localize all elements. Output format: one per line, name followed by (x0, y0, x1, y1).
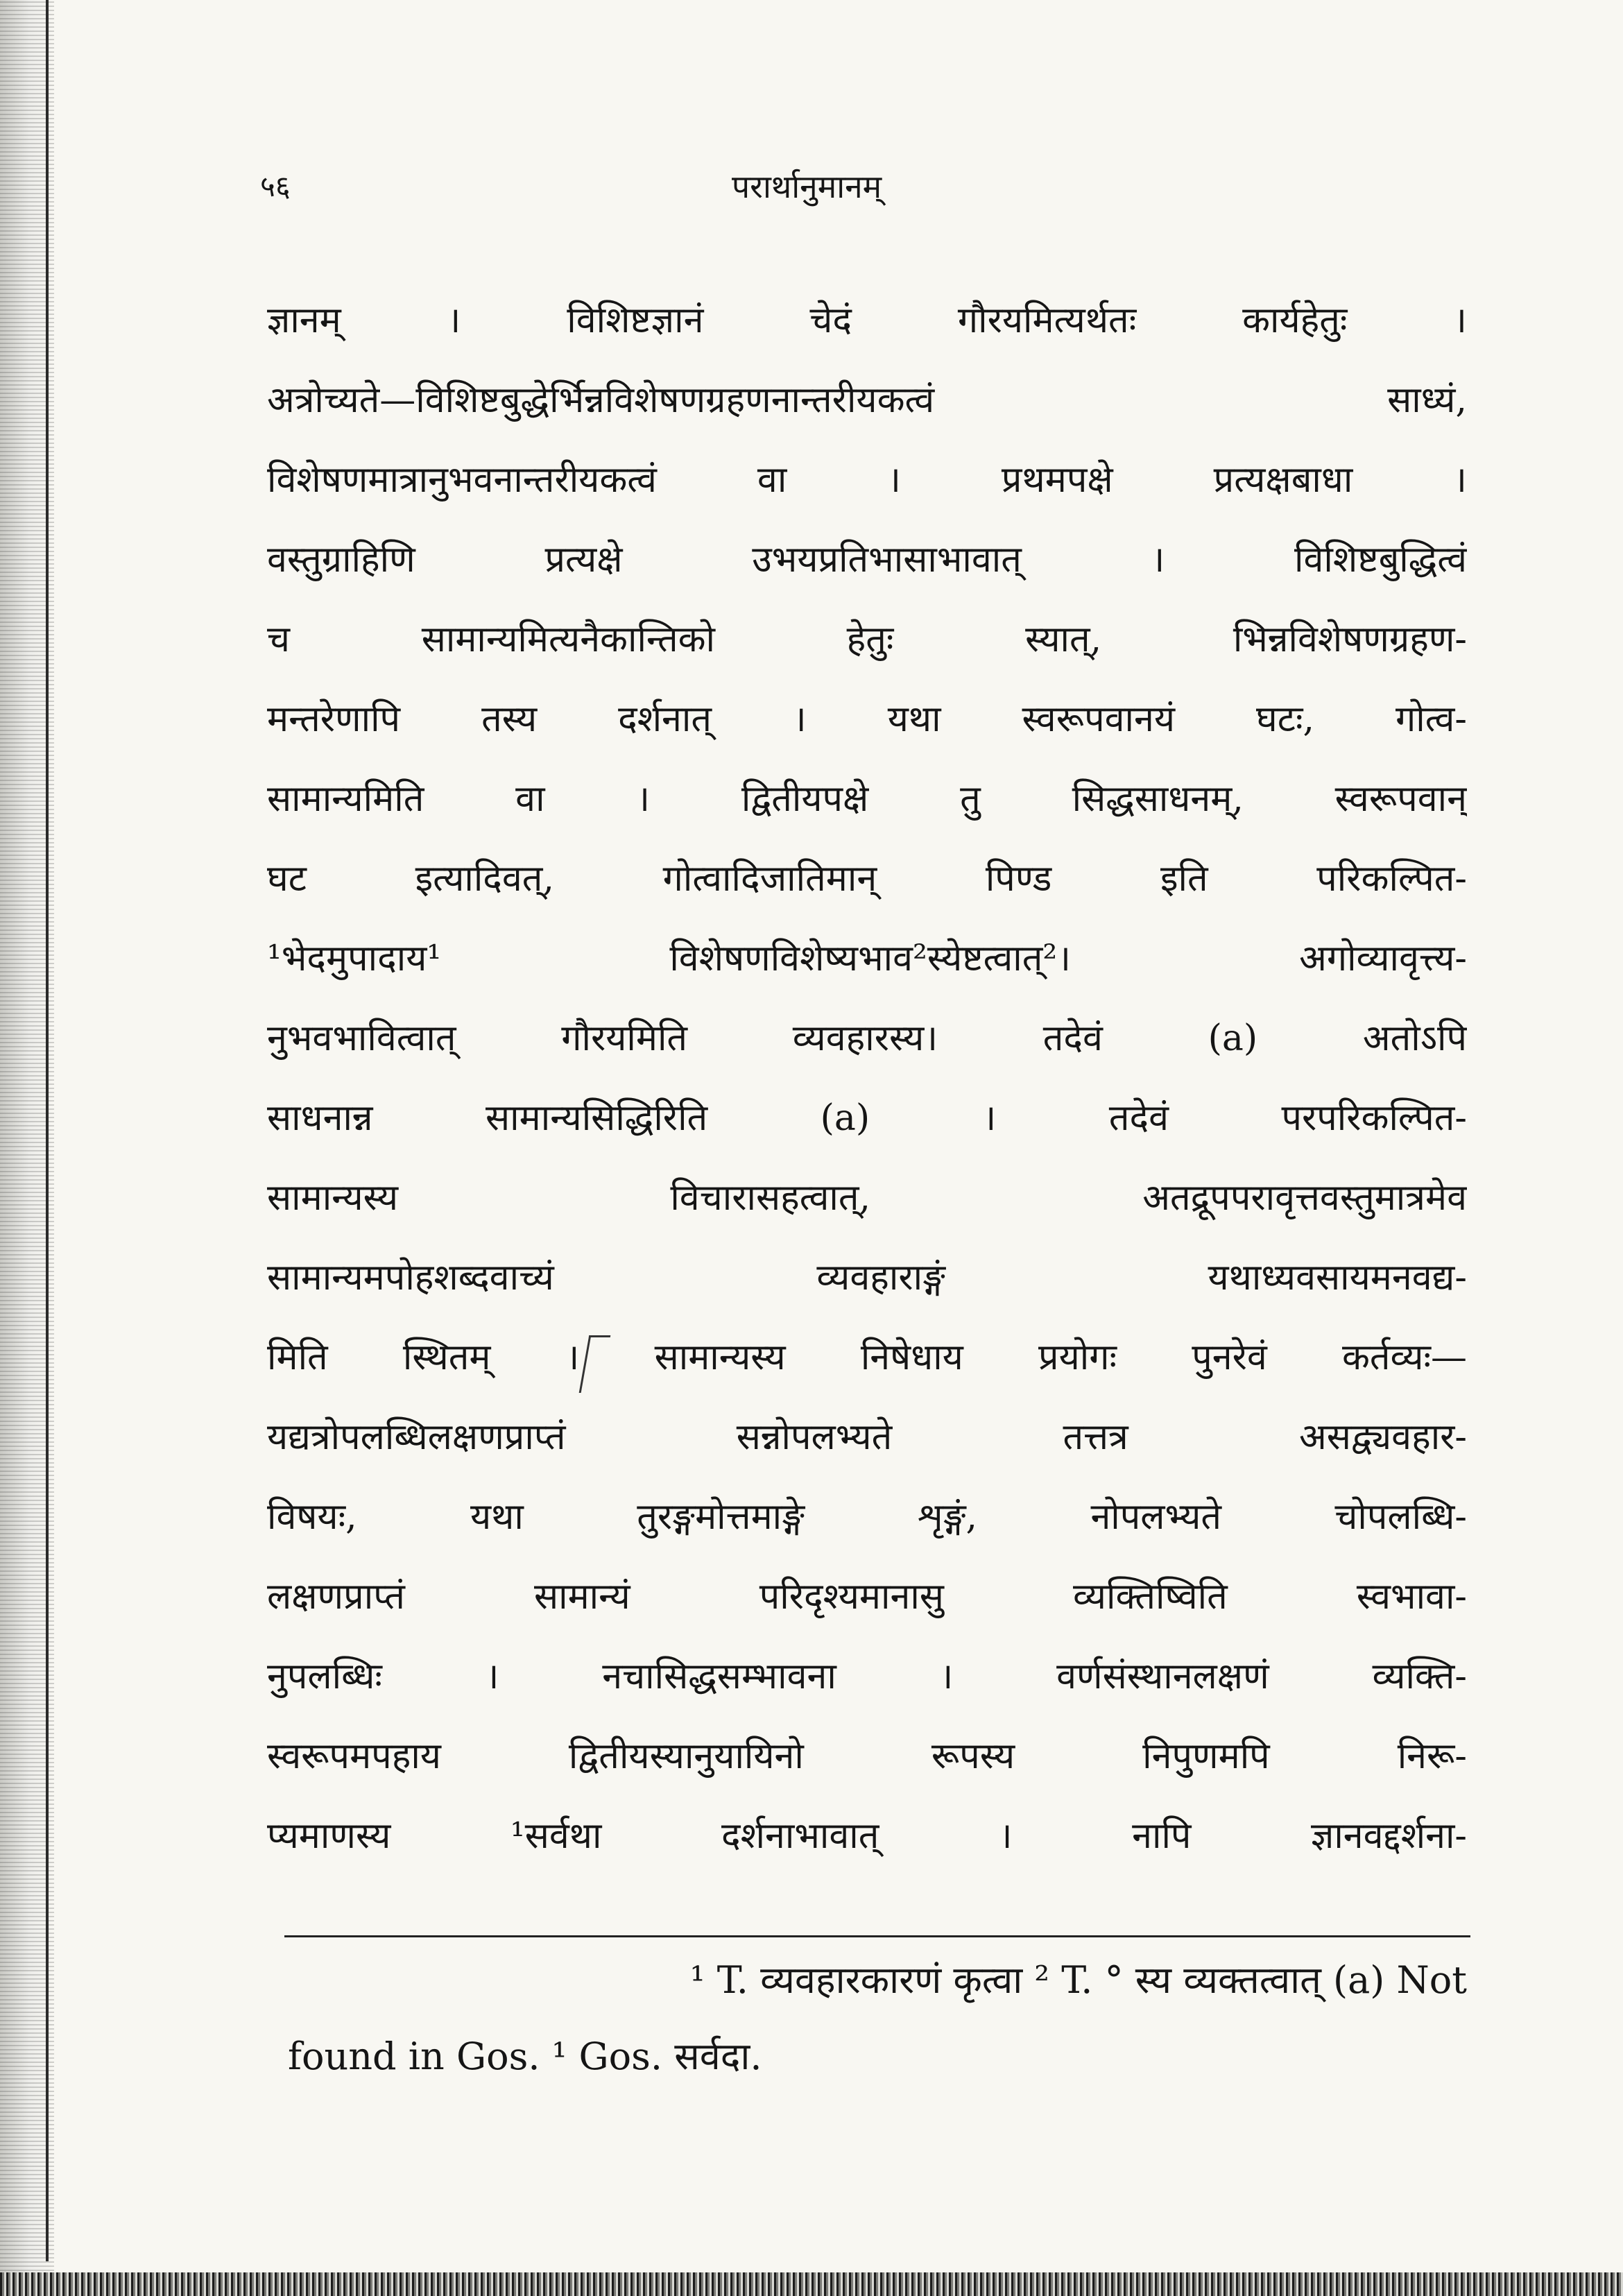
page-header (260, 166, 1481, 215)
text-line: ¹भेदमुपादाय¹ विशेषणविशेष्यभाव²स्येष्टत्वात्²। अगोव्यावृत्त्य- (267, 938, 1467, 979)
text-line: लक्षणप्राप्तं सामान्यं परिदृश्यमानासु व्यक्तिष्विति स्वभावा- (267, 1576, 1467, 1618)
text-line: प्यमाणस्य ¹सर्वथा दर्शनाभावात् । नापि ज्ञानवद्दर्शना- (267, 1815, 1467, 1857)
text-line: साधनान्न सामान्यसिद्धिरिति (a) । तदेवं परपरिकल्पित- (267, 1097, 1467, 1139)
text-line: यद्यत्रोपलब्धिलक्षणप्राप्तं सन्नोपलभ्यते तत्तत्र असद्व्यवहार- (267, 1416, 1467, 1458)
text-line: मिति स्थितम् । सामान्यस्य निषेधाय प्रयोगः पुनरेवं कर्तव्यः— (267, 1337, 1467, 1378)
text-line: नुपलब्धिः । नचासिद्धसम्भावना । वर्णसंस्थानलक्षणं व्यक्ति- (267, 1656, 1467, 1697)
footnotes (288, 1942, 1467, 2095)
running-title: परार्थानुमानम् (732, 168, 882, 205)
page-number: ५६ (260, 169, 291, 203)
body-text (267, 281, 1467, 1876)
footnote-line: ¹ T. व्यवहारकारणं कृत्वा ² T. ° स्य व्यक्तत्वात् (a) Not (689, 1958, 1467, 2002)
text-line: सामान्यमिति वा । द्वितीयपक्षे तु सिद्धसाधनम्, स्वरूपवान् (267, 778, 1467, 820)
text-line: सामान्यस्य विचारासहत्वात्, अतद्रूपपरावृत्तवस्तुमात्रमेव (267, 1177, 1467, 1219)
footnote-rule (284, 1935, 1470, 1937)
footnote-line: found in Gos. ¹ Gos. सर्वदा. (288, 2034, 762, 2078)
text-line: विषयः, यथा तुरङ्गमोत्तमाङ्गे शृङ्गं, नोपलभ्यते चोपलब्धि- (267, 1496, 1467, 1538)
text-line: अत्रोच्यते—विशिष्टबुद्धेर्भिन्नविशेषणग्रहणनान्तरीयकत्वं साध्यं, (267, 379, 1467, 421)
text-line: ज्ञानम् । विशिष्टज्ञानं चेदं गौरयमित्यर्थतः कार्यहेतुः । (267, 300, 1467, 341)
text-line: सामान्यमपोहशब्दवाच्यं व्यवहाराङ्गं यथाध्यवसायमनवद्य- (267, 1257, 1467, 1299)
text-line: घट इत्यादिवत्, गोत्वादिजातिमान् पिण्ड इति परिकल्पित- (267, 858, 1467, 900)
text-line: वस्तुग्राहिणि प्रत्यक्षे उभयप्रतिभासाभावात् । विशिष्टबुद्धित्वं (267, 539, 1467, 581)
text-line: स्वरूपमपहाय द्वितीयस्यानुयायिनो रूपस्य निपुणमपि निरू- (267, 1736, 1467, 1777)
text-line: मन्तरेणापि तस्य दर्शनात् । यथा स्वरूपवानयं घटः, गोत्व- (267, 699, 1467, 740)
text-line: नुभवभावित्वात् गौरयमिति व्यवहारस्य। तदेवं (a) अतोऽपि (267, 1018, 1467, 1059)
text-line: च सामान्यमित्यनैकान्तिको हेतुः स्यात्, भिन्नविशेषणग्रहण- (267, 619, 1467, 660)
text-line: विशेषणमात्रानुभवनान्तरीयकत्वं वा । प्रथमपक्षे प्रत्यक्षबाधा । (267, 459, 1467, 501)
scanned-bottom-edge (0, 2272, 1623, 2296)
binding-shadow-line (46, 0, 49, 2261)
